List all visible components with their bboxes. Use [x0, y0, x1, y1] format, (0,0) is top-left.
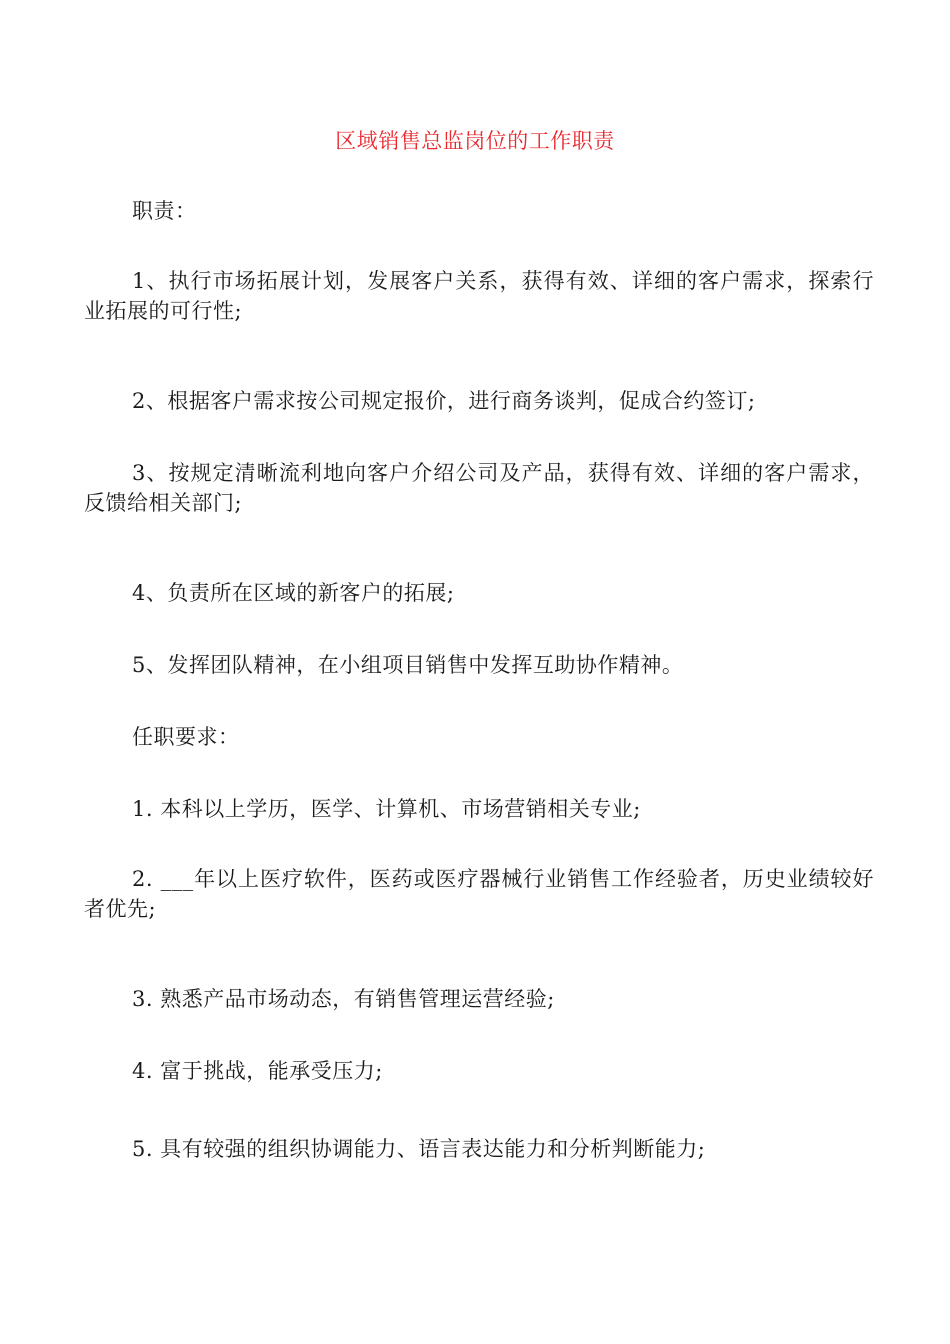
document-title: 区域销售总监岗位的工作职责	[335, 129, 615, 153]
section-heading-requirements: 任职要求：	[132, 725, 240, 749]
requirement-item-4: 4. 富于挑战，能承受压力;	[132, 1059, 383, 1083]
duty-item-2: 2、根据客户需求按公司规定报价，进行商务谈判，促成合约签订;	[132, 389, 756, 413]
duty-item-1: 1、执行市场拓展计划，发展客户关系，获得有效、详细的客户需求，探索行业拓展的可行性;	[84, 269, 874, 323]
duty-item-3: 3、按规定清晰流利地向客户介绍公司及产品，获得有效、详细的客户需求，反馈给相关部门;	[84, 461, 874, 515]
duty-item-4: 4、负责所在区域的新客户的拓展;	[132, 581, 455, 605]
requirement-item-3: 3. 熟悉产品市场动态，有销售管理运营经验;	[132, 987, 555, 1011]
requirement-item-5: 5. 具有较强的组织协调能力、语言表达能力和分析判断能力;	[132, 1137, 706, 1161]
requirement-item-2: 2. ___年以上医疗软件，医药或医疗器械行业销售工作经验者，历史业绩较好者优先;	[84, 867, 874, 921]
requirement-item-1: 1. 本科以上学历，医学、计算机、市场营销相关专业;	[132, 797, 641, 821]
duty-item-5: 5、发挥团队精神，在小组项目销售中发挥互助协作精神。	[132, 653, 684, 677]
section-heading-duties: 职责：	[132, 199, 197, 223]
